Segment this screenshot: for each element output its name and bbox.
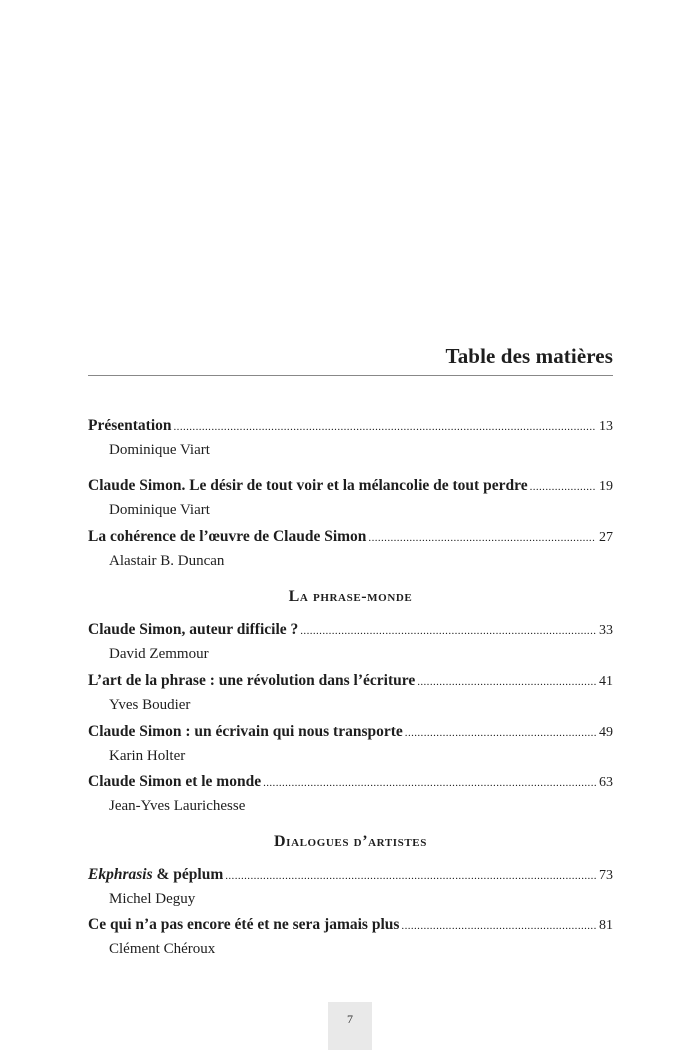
toc-entry[interactable] (88, 527, 613, 571)
toc-entry[interactable] (88, 476, 613, 520)
entry-page: 81 (599, 918, 613, 933)
page-title: Table des matières (445, 344, 613, 368)
title-rule (88, 375, 613, 376)
entry-author: Karin Holter (109, 748, 186, 764)
entry-title: Présentation (88, 417, 172, 434)
entry-title: Claude Simon : un écrivain qui nous transporte (88, 723, 403, 740)
entry-author: Clément Chéroux (109, 941, 216, 957)
entry-page: 41 (599, 674, 613, 689)
toc-entry[interactable] (88, 772, 613, 816)
entry-author: Dominique Viart (109, 442, 210, 458)
entry-page: 13 (599, 419, 613, 434)
page-number: 7 (347, 1012, 353, 1026)
entry-author: Dominique Viart (109, 502, 210, 518)
entry-title: La cohérence de l’œuvre de Claude Simon (88, 528, 367, 545)
entry-title: Claude Simon. Le désir de tout voir et la mélancolie de tout perdre (88, 477, 528, 494)
entry-page: 73 (599, 868, 613, 883)
entry-title: L’art de la phrase : une révolution dans l’écriture (88, 672, 416, 689)
entry-title: Ce qui n’a pas encore été et ne sera jamais plus (88, 916, 400, 933)
dot-leader (530, 477, 596, 497)
entry-page: 33 (599, 623, 613, 638)
toc-entry[interactable] (88, 865, 613, 909)
entry-title: Claude Simon, auteur difficile ? (88, 621, 299, 638)
entry-author: Jean-Yves Laurichesse (109, 798, 246, 814)
toc-entry[interactable] (88, 620, 613, 664)
entry-page: 27 (599, 530, 613, 545)
section-heading: La phrase-monde (288, 588, 413, 605)
entry-author: Michel Deguy (109, 891, 196, 907)
dot-leader (300, 621, 596, 641)
dot-leader (263, 773, 596, 793)
toc-entry[interactable] (88, 671, 613, 715)
dot-leader (405, 723, 596, 743)
dot-leader (401, 916, 596, 936)
entry-page: 63 (599, 775, 613, 790)
toc-entry[interactable] (88, 915, 613, 959)
entry-author: David Zemmour (109, 646, 209, 662)
entry-page: 49 (599, 725, 613, 740)
toc-entry[interactable] (88, 722, 613, 766)
entry-title: Claude Simon et le monde (88, 773, 262, 790)
dot-leader (225, 866, 596, 886)
dot-leader (368, 528, 596, 548)
entry-author: Yves Boudier (109, 697, 191, 713)
page-number-box (328, 1002, 372, 1050)
entry-page: 19 (599, 479, 613, 494)
entry-author: Alastair B. Duncan (109, 553, 225, 569)
dot-leader (417, 672, 596, 692)
entry-title-italic: Ekphrasis (88, 866, 153, 883)
section-heading: Dialogues d’artistes (274, 833, 427, 850)
dot-leader (174, 417, 596, 437)
toc-entry[interactable] (88, 416, 613, 460)
entry-title-rest: & péplum (152, 866, 224, 883)
entry-title (88, 865, 223, 885)
